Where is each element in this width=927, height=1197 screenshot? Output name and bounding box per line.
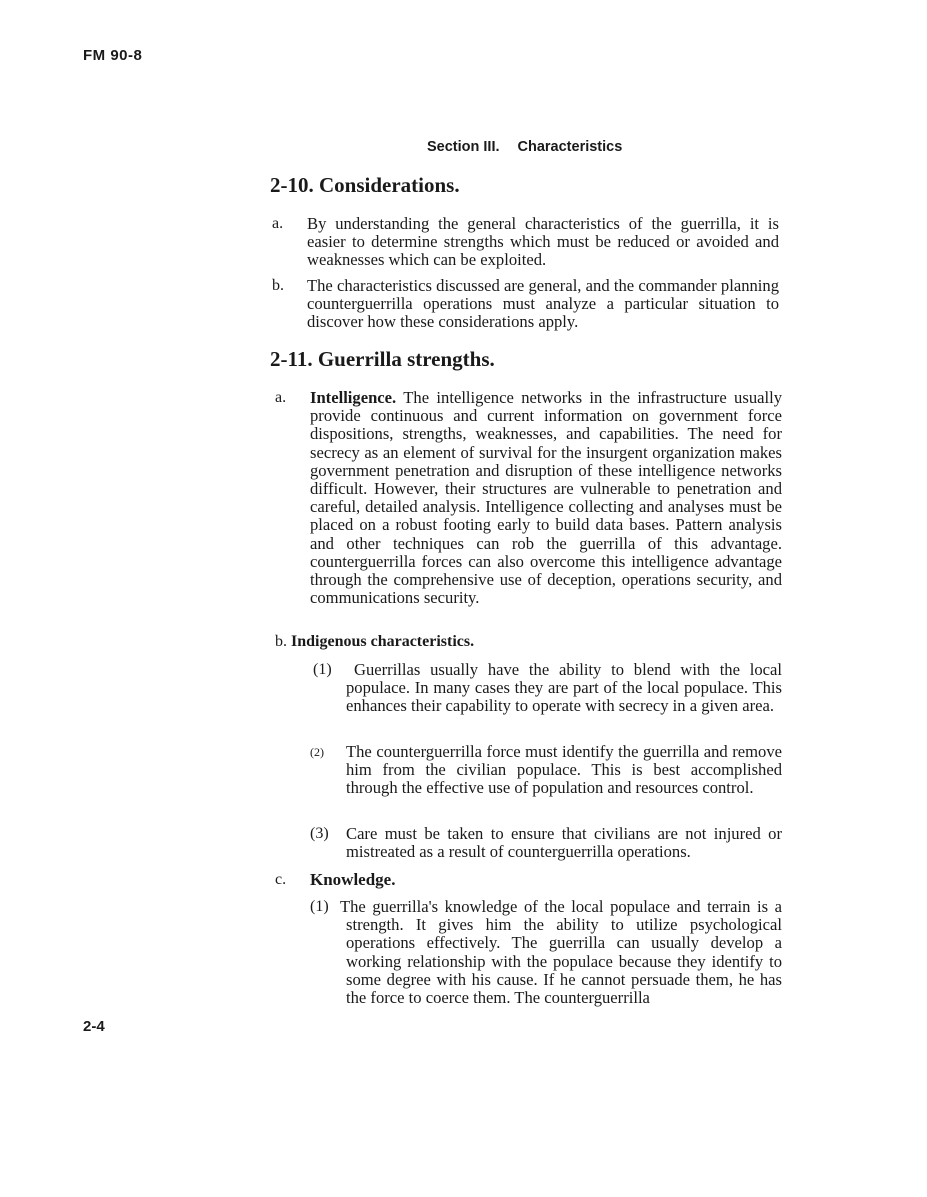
section-title: [427, 139, 622, 155]
document-id: FM 90-8: [83, 47, 143, 64]
subheading-text: Knowledge.: [310, 870, 396, 889]
section-number: Section III.: [427, 139, 500, 155]
item-label: (1): [313, 661, 332, 678]
paragraph: The counterguerrilla force must identify the guerrilla and remove him from the civilian populace. This is best accomplished through the effective use of population and resources control.: [346, 742, 782, 798]
item-label: (1): [310, 898, 329, 915]
item-label: c.: [275, 871, 287, 888]
subheading: Intelligence.: [310, 388, 397, 407]
subheading: Indigenous characteristics.: [291, 633, 475, 650]
subheading: [310, 871, 395, 889]
item-label: a.: [275, 389, 287, 406]
paragraph: Guerrillas usually have the ability to blend with the local populace. In many cases they are part of the local populace. This enhances their capability to operate with secrecy in a given area.: [346, 660, 782, 716]
item-label: b.: [272, 277, 284, 294]
label: b.: [275, 633, 287, 650]
paragraph: Care must be taken to ensure that civilians are not injured or mistreated as a result of counterguerrilla operations.: [346, 824, 782, 862]
paragraph-intelligence: [310, 389, 782, 607]
item-label: (2): [310, 745, 324, 759]
heading-2-10: 2-10. Considerations.: [270, 173, 460, 197]
item-label: a.: [272, 215, 284, 232]
paragraph: By understanding the general characteristics of the guerrilla, it is easier to determine strengths which must be reduced or avoided and weaknesses which can be exploited.: [307, 214, 779, 270]
item-label: [275, 633, 474, 651]
page-number: 2-4: [83, 1018, 105, 1035]
section-name: Characteristics: [517, 139, 623, 155]
paragraph: The guerrilla's knowledge of the local populace and terrain is a strength. It gives him the ability to utilize psychological operations effectively. The guerrilla can usually develop a working relationship with the populace because they identify to some degree with his cause. If he cannot persuade them, he has the force to coerce them. The counterguerrilla: [340, 897, 782, 1008]
item-label: (3): [310, 825, 329, 842]
paragraph: The characteristics discussed are general, and the commander planning counterguerrilla operations must analyze a particular situation to discover how these considerations apply.: [307, 276, 779, 332]
heading-2-11: 2-11. Guerrilla strengths.: [270, 347, 495, 371]
paragraph-text: The intelligence networks in the infrastructure usually provide continuous and current information on government force dispositions, strengths, weaknesses, and capabilities. The need for secrecy as an element of survival for the insurgent organization makes government penetration and disruption of these intelligence networks difficult. However, their structures are vulnerable to penetration and careful, detailed analysis. Intelligence collecting and analyses must be placed on a robust footing early to build data bases. Pattern analysis and other techniques can rob the guerrilla of this advantage. counterguerrilla forces can also overcome this intelligence advantage through the comprehensive use of deception, operations security, and communications security.: [310, 388, 782, 608]
